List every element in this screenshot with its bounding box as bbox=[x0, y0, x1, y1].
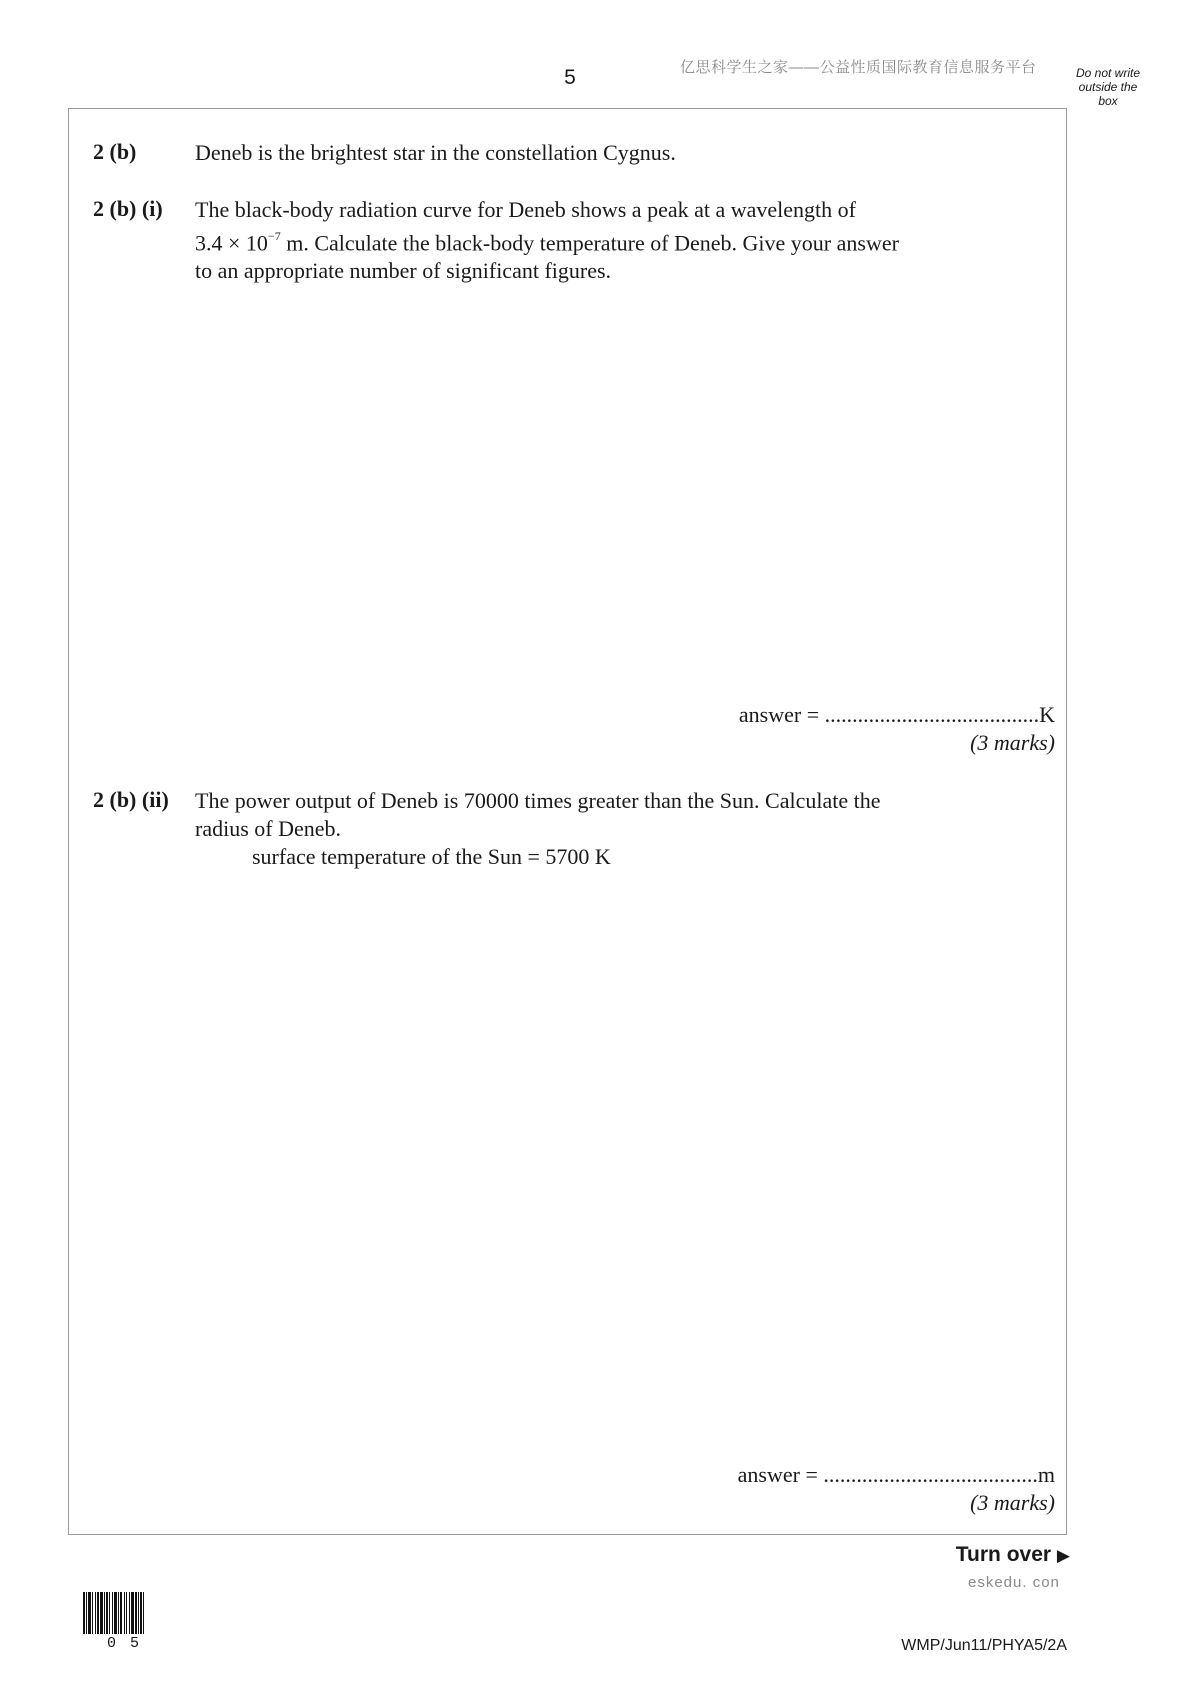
given-data: surface temperature of the Sun = 5700 K bbox=[252, 844, 611, 869]
question-number-2b-ii: 2 (b) (ii) bbox=[93, 787, 169, 812]
question-line: to an appropriate number of significant figures. bbox=[195, 258, 612, 284]
marks-2b-i: (3 marks) bbox=[970, 730, 1055, 755]
question-text-2b-i bbox=[195, 196, 1015, 285]
watermark-text: 亿思科学生之家——公益性质国际教育信息服务平台 bbox=[680, 59, 1037, 76]
margin-note-line: Do not write bbox=[1075, 66, 1141, 80]
margin-note bbox=[1063, 66, 1153, 108]
site-watermark: eskedu. con bbox=[968, 1574, 1060, 1591]
question-text-2b: Deneb is the brightest star in the constellation Cygnus. bbox=[195, 140, 676, 165]
question-number-2b: 2 (b) bbox=[93, 139, 137, 164]
answer-dots[interactable]: ....................................... bbox=[823, 1462, 1038, 1487]
margin-note-line: outside the bbox=[1078, 80, 1138, 94]
answer-unit: K bbox=[1039, 702, 1055, 727]
marks-2b-ii: (3 marks) bbox=[970, 1490, 1055, 1515]
turn-over-text: Turn over bbox=[955, 1543, 1052, 1566]
question-number-2b-i: 2 (b) (i) bbox=[93, 196, 163, 221]
question-line-with-exponent bbox=[195, 224, 1015, 257]
question-line: radius of Deneb. bbox=[195, 816, 342, 841]
page-number: 5 bbox=[564, 66, 576, 89]
question-line-rest: m. Calculate the black-body temperature of Deneb. Give your answer bbox=[280, 230, 899, 256]
question-line: The black-body radiation curve for Deneb shows a peak at a wavelength of bbox=[195, 197, 856, 222]
wavelength-mantissa: 3.4 × 10 bbox=[195, 230, 268, 256]
turn-over-label bbox=[956, 1543, 1070, 1567]
answer-unit: m bbox=[1037, 1462, 1055, 1487]
answer-line-2b-i[interactable] bbox=[739, 702, 1055, 728]
wavelength-exponent: −7 bbox=[267, 229, 281, 243]
answer-dots[interactable]: ....................................... bbox=[824, 702, 1040, 727]
barcode-stripe bbox=[144, 1592, 146, 1634]
question-text-2b-ii bbox=[195, 787, 1015, 871]
play-arrow-icon: ▶ bbox=[1056, 1546, 1070, 1565]
answer-label: answer = bbox=[738, 702, 825, 727]
barcode-icon bbox=[83, 1592, 146, 1634]
document-code: WMP/Jun11/PHYA5/2A bbox=[901, 1637, 1067, 1654]
margin-note-line: box bbox=[1098, 94, 1118, 108]
answer-line-2b-ii[interactable] bbox=[738, 1462, 1055, 1488]
question-line: The power output of Deneb is 70000 times greater than the Sun. Calculate the bbox=[195, 788, 881, 813]
answer-label: answer = bbox=[737, 1462, 824, 1487]
barcode-number: 05 bbox=[107, 1635, 154, 1652]
